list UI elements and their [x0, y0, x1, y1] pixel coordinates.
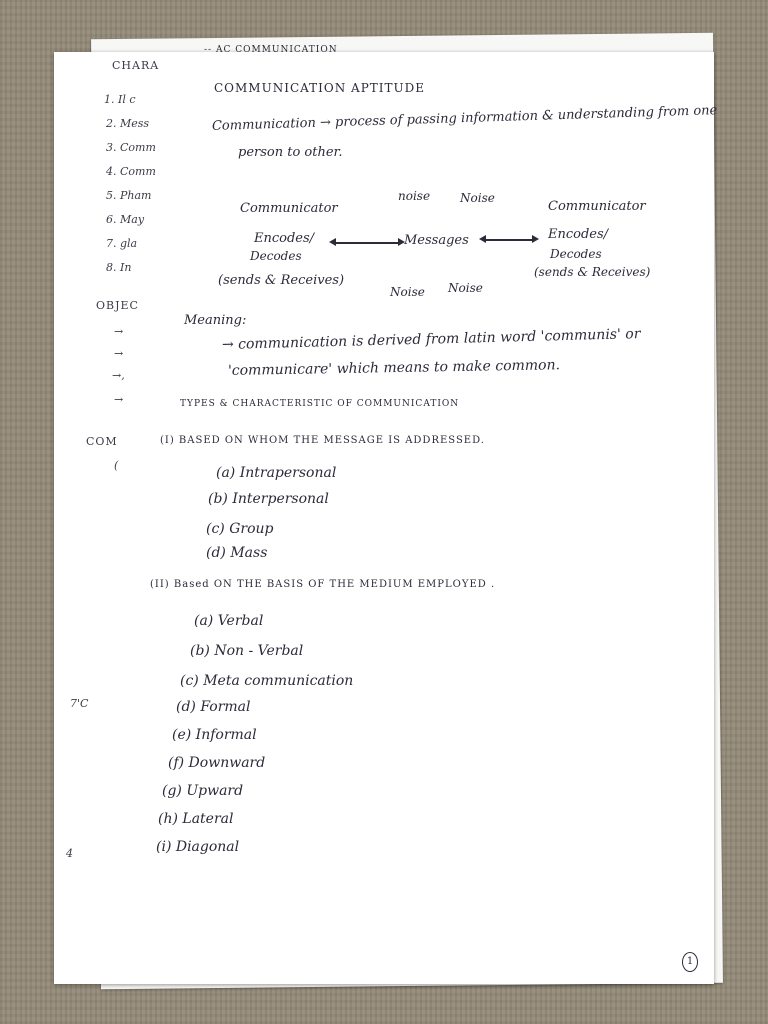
section-2-item: (b) Non - Verbal: [190, 643, 304, 659]
margin-objec: OBJEC: [96, 299, 139, 312]
margin-item-3: 3. Comm: [106, 141, 156, 154]
margin-header: CHARA: [112, 59, 160, 72]
communicator-right: Communicator: [548, 199, 646, 214]
page-number: 1: [682, 952, 698, 972]
right-double-arrow: [486, 239, 532, 241]
margin-arrow-2: →: [114, 347, 124, 360]
section-2-item: (h) Lateral: [158, 811, 234, 827]
margin-paren: (: [114, 459, 119, 472]
noise-bottom-1: Noise: [390, 285, 425, 299]
communicator-left: Communicator: [240, 201, 338, 216]
definition-line-1: Communication → process of passing information & understanding from one: [211, 103, 718, 134]
definition-line-2: person to other.: [238, 145, 343, 160]
margin-item-7: 7. gla: [106, 237, 138, 250]
types-heading: TYPES & CHARACTERISTIC OF COMMUNICATION: [180, 399, 460, 409]
left-double-arrow: [336, 242, 398, 244]
noise-top-2: Noise: [460, 191, 495, 205]
margin-item-8: 8. In: [106, 261, 132, 274]
meaning-label: Meaning:: [184, 313, 247, 328]
section-2-title: (II) Based ON THE BASIS OF THE MEDIUM EMPLOYED .: [150, 579, 496, 590]
encodes-right: Encodes/: [548, 227, 609, 242]
encodes-left: Encodes/: [254, 231, 315, 246]
sends-receives-right: (sends & Receives): [534, 265, 651, 279]
margin-item-6: 6. May: [106, 213, 145, 226]
margin-item-1: 1. Il c: [104, 93, 136, 106]
sends-receives-left: (sends & Receives): [218, 273, 345, 288]
section-1-item: (d) Mass: [206, 545, 268, 561]
margin-arrow-1: →: [114, 325, 124, 338]
meaning-line-2: 'communicare' which means to make common.: [227, 357, 561, 379]
section-2-item: (i) Diagonal: [156, 839, 240, 855]
top-line: -- AC COMMUNICATION: [204, 45, 338, 55]
noise-bottom-2: Noise: [448, 281, 483, 295]
section-1-item: (a) Intrapersonal: [216, 465, 337, 481]
margin-item-2: 2. Mess: [106, 117, 150, 130]
margin-comm: COM: [86, 435, 118, 448]
section-2-item: (a) Verbal: [194, 613, 264, 629]
section-1-item: (b) Interpersonal: [208, 491, 329, 507]
margin-arrow-4: →: [114, 393, 124, 406]
margin-seven-c: 7'C: [70, 697, 89, 710]
margin-four: 4: [66, 847, 73, 860]
section-2-item: (e) Informal: [172, 727, 257, 743]
margin-item-5: 5. Pham: [106, 189, 152, 202]
notebook-page: [54, 45, 718, 984]
section-1-item: (c) Group: [206, 521, 274, 537]
decodes-right: Decodes: [550, 247, 602, 261]
messages-label: Messages: [404, 233, 469, 248]
decodes-left: Decodes: [250, 249, 302, 263]
page-heading: COMMUNICATION APTITUDE: [214, 81, 426, 95]
section-1-title: (I) BASED ON WHOM THE MESSAGE IS ADDRESSED.: [160, 435, 485, 446]
noise-top-1: noise: [398, 189, 431, 203]
section-2-item: (g) Upward: [162, 783, 244, 799]
section-2-item: (d) Formal: [176, 699, 251, 715]
section-2-item: (f) Downward: [168, 755, 266, 771]
meaning-line-1: → communication is derived from latin word 'communis' or: [221, 326, 641, 353]
section-2-item: (c) Meta communication: [180, 673, 354, 689]
margin-item-4: 4. Comm: [106, 165, 156, 178]
margin-arrow-3: →,: [112, 369, 125, 382]
